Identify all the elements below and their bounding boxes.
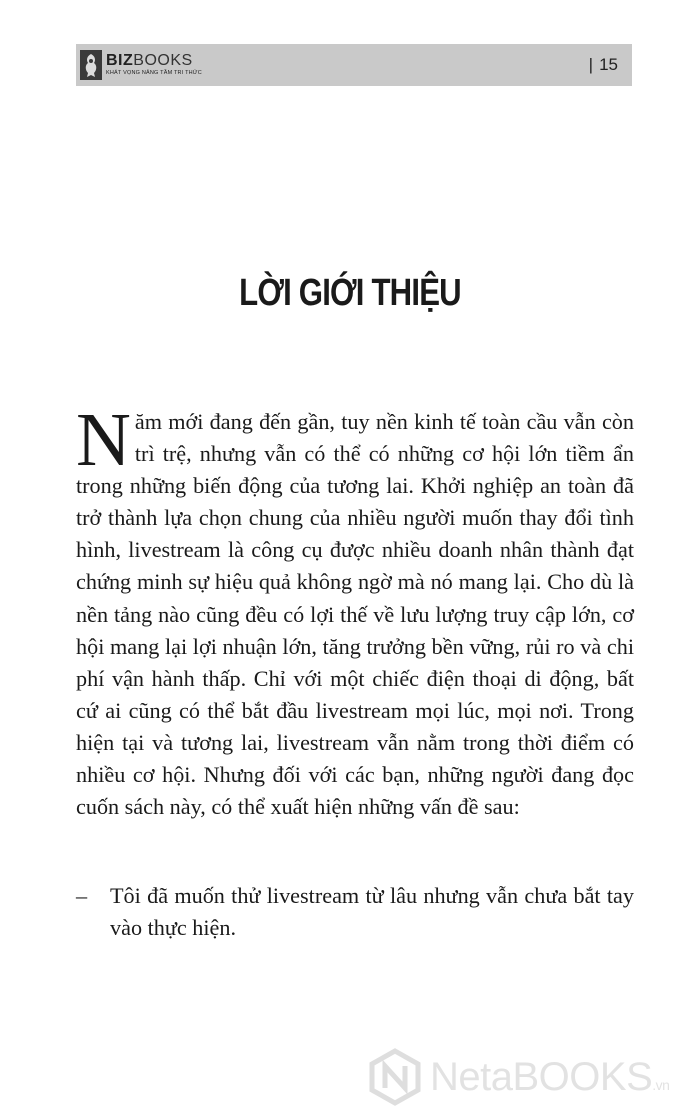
paragraph-text: ăm mới đang đến gần, tuy nền kinh tế toàn cầu vẫn còn trì trệ, nhưng vẫn có thể có những cơ hội lớn tiềm ẩn trong những biến động của tương lai. Khởi nghiệp an toàn đã trở thành lựa chọn chung của nhiều người muốn thay đổi tình hình, livestream là công cụ được nhiều doanh nhân thành đạt chứng minh sự hiệu quả không ngờ mà nó mang lại. Cho dù là nền tảng nào cũng đều có lợi thế về lưu lượng truy cập lớn, cơ hội mang lại lợi nhuận lớn, tăng trưởng bền vững, rủi ro và chi phí vận hành thấp. Chỉ với một chiếc điện thoại di động, bất cứ ai cũng có thể bắt đầu livestream mọi lúc, mọi nơi. Trong hiện tại và tương lai, livestream vẫn nằm trong thời điểm có nhiều cơ hội. Nhưng đối với các bạn, những người đang đọc cuốn sách này, có thể xuất hiện những vấn đề sau: [76,409,634,820]
logo-name: BIZBOOKS [106,52,193,70]
header-separator: | [588,55,594,74]
bizbooks-logo-icon [80,50,102,80]
publisher-logo [80,49,202,81]
watermark-text: NetaBOOKS.vn [430,1054,670,1099]
list-dash: – [76,883,88,908]
page-number-value: 15 [599,55,618,74]
logo-tagline: KHÁT VỌNG NÂNG TẦM TRI THỨC [106,70,202,77]
page-number [589,55,618,75]
drop-cap: N [76,398,131,482]
netabooks-logo-icon [366,1048,424,1106]
watermark [366,1048,669,1106]
chapter-title: LỜI GIỚI THIỆU [239,272,461,314]
body-paragraph [76,398,634,823]
list-item-text: Tôi đã muốn thử livestream từ lâu nhưng vẫn chưa bắt tay vào thực hiện. [110,883,634,941]
